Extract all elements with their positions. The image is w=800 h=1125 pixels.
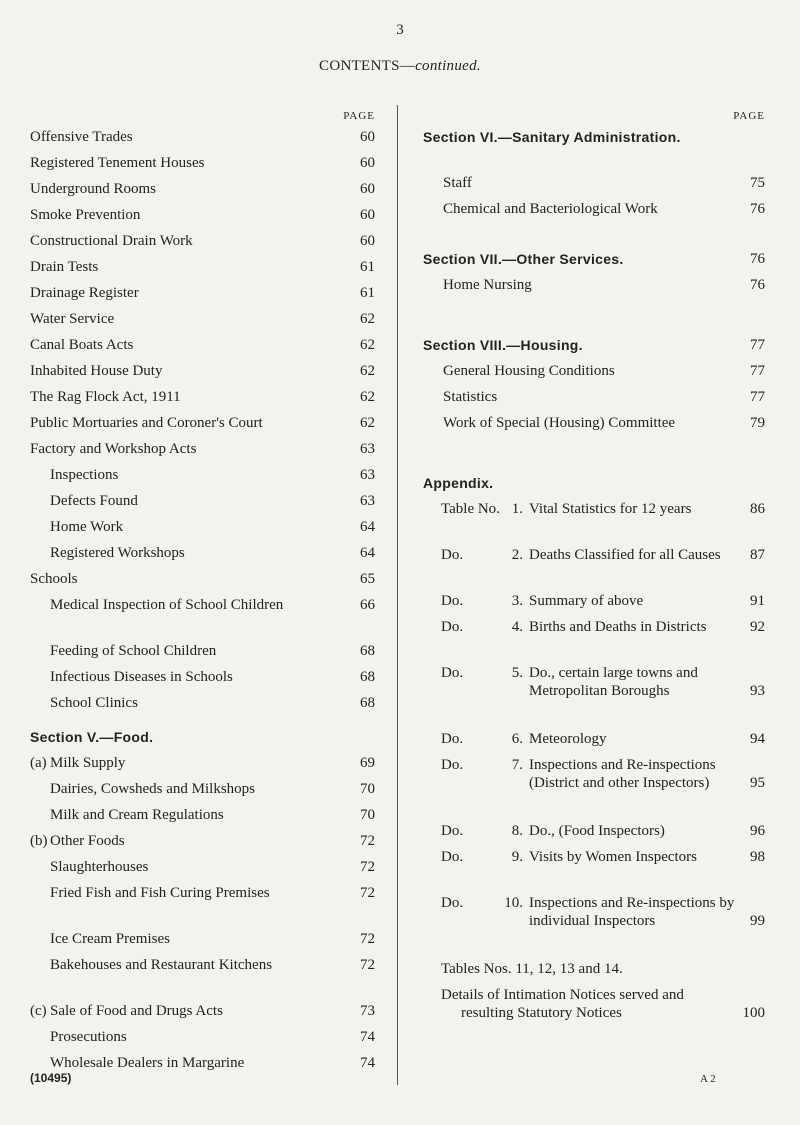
section-heading [30, 728, 375, 746]
contents-entry [30, 492, 375, 510]
contents-entry [30, 388, 375, 406]
entry-title: Bakehouses and Restaurant Kitchens [50, 957, 273, 973]
contents-entry [423, 200, 765, 218]
entry-title: Inhabited House Duty [30, 363, 163, 379]
entry-page: 91 [750, 593, 765, 609]
entry-page: 94 [750, 731, 765, 747]
appendix-table-ref: Do. [441, 665, 464, 681]
entry-title: Prosecutions [50, 1029, 127, 1045]
contents-entry [30, 668, 375, 686]
entry-page: 64 [360, 519, 375, 535]
page-number: 3 [396, 22, 404, 38]
appendix-table-title: Summary of above [529, 593, 644, 609]
contents-entry [30, 956, 375, 974]
entry-page: 70 [360, 781, 375, 797]
appendix-table-number: 10. [504, 895, 523, 911]
appendix-table-ref: Do. [441, 849, 464, 865]
contents-entry [30, 128, 375, 146]
appendix-table-number: 5. [511, 665, 523, 681]
entry-page: 72 [360, 931, 375, 947]
appendix-table-ref: Do. [441, 731, 464, 747]
right-column [423, 110, 765, 1021]
entry-page: 60 [360, 129, 375, 145]
appendix-table-entry [423, 894, 765, 930]
contents-entry [30, 310, 375, 328]
contents-entry [30, 754, 375, 772]
entry-page: 64 [360, 545, 375, 561]
left-column [30, 110, 375, 1071]
contents-title [0, 58, 800, 75]
entry-page: 68 [360, 695, 375, 711]
entry-page: 62 [360, 311, 375, 327]
section-heading [423, 336, 765, 354]
entry-title: Section V.—Food. [30, 729, 154, 745]
contents-title-main: CONTENTS [319, 58, 400, 74]
appendix-table-number: 1. [511, 501, 523, 517]
entry-page: 100 [742, 1005, 765, 1021]
contents-entry [423, 388, 765, 406]
print-reference: (10495) [30, 1071, 72, 1085]
entry-page: 93 [750, 683, 765, 699]
contents-entry [30, 362, 375, 380]
contents-entry [30, 596, 375, 614]
contents-entry [30, 694, 375, 712]
signature-mark: A 2 [700, 1073, 716, 1085]
entry-page: 74 [360, 1055, 375, 1071]
entry-page: 72 [360, 885, 375, 901]
entry-page: 77 [750, 363, 765, 379]
contents-entry [423, 276, 765, 294]
entry-page: 63 [360, 467, 375, 483]
entry-title: The Rag Flock Act, 1911 [30, 389, 181, 405]
entry-title: Wholesale Dealers in Margarine [50, 1055, 245, 1071]
entry-title: Milk and Cream Regulations [50, 807, 224, 823]
entry-title: Defects Found [50, 493, 138, 509]
contents-entry [30, 1054, 375, 1072]
contents-entry [30, 232, 375, 250]
entry-page: 68 [360, 669, 375, 685]
contents-entry [30, 154, 375, 172]
contents-entry [30, 930, 375, 948]
entry-title: Registered Workshops [50, 545, 185, 561]
appendix-table-title: Visits by Women Inspectors [529, 849, 698, 865]
contents-entry [30, 780, 375, 798]
contents-entry [30, 440, 375, 458]
entry-page: 95 [750, 775, 765, 791]
entry-page: 62 [360, 363, 375, 379]
section-heading [423, 128, 765, 146]
tables-line: Tables Nos. 11, 12, 13 and 14. [441, 961, 623, 977]
entry-page: 63 [360, 441, 375, 457]
entry-page: 75 [750, 175, 765, 191]
contents-entry [30, 1028, 375, 1046]
entry-title: Drain Tests [30, 259, 99, 275]
entry-title: Constructional Drain Work [30, 233, 193, 249]
contents-title-sep: — [399, 58, 416, 74]
contents-entry [30, 642, 375, 660]
column-divider [397, 105, 398, 1085]
entry-page: 76 [750, 251, 765, 267]
entry-page: 98 [750, 849, 765, 865]
entry-title: Section VII.—Other Services. [423, 251, 624, 267]
entry-label: (a) [30, 755, 47, 771]
appendix-table-entry [423, 592, 765, 610]
contents-entry [30, 544, 375, 562]
entry-page: 87 [750, 547, 765, 563]
contents-entry [30, 258, 375, 276]
appendix-table-title: Deaths Classified for all Causes [529, 547, 721, 563]
entry-page: 73 [360, 1003, 375, 1019]
entry-label: (c) [30, 1003, 47, 1019]
appendix-table-entry [423, 756, 765, 792]
entry-title: Factory and Workshop Acts [30, 441, 197, 457]
appendix-table-entry [423, 618, 765, 636]
entry-page: 61 [360, 259, 375, 275]
section-heading [423, 474, 765, 492]
appendix-table-entry [423, 500, 765, 518]
appendix-table-ref: Do. [441, 593, 464, 609]
section-heading [423, 250, 765, 268]
appendix-table-ref: Do. [441, 823, 464, 839]
entry-page: 96 [750, 823, 765, 839]
contents-entry [30, 180, 375, 198]
entry-title: Work of Special (Housing) Committee [443, 415, 676, 431]
entry-title: Home Nursing [443, 277, 532, 293]
appendix-table-number: 4. [511, 619, 523, 635]
details-title: Details of Intimation Notices served and resulting Statutory Notices [441, 987, 684, 1021]
entry-page: 60 [360, 181, 375, 197]
appendix-table-number: 9. [511, 849, 523, 865]
entry-page: 63 [360, 493, 375, 509]
appendix-table-number: 3. [511, 593, 523, 609]
contents-entry [30, 284, 375, 302]
entry-title: Public Mortuaries and Coroner's Court [30, 415, 263, 431]
entry-title: Water Service [30, 311, 115, 327]
entry-page: 74 [360, 1029, 375, 1045]
appendix-table-title: Meteorology [529, 731, 607, 747]
entry-title: Ice Cream Premises [50, 931, 170, 947]
entry-title: Inspections [50, 467, 119, 483]
entry-page: 70 [360, 807, 375, 823]
entry-title: Sale of Food and Drugs Acts [50, 1003, 223, 1019]
entry-title: Dairies, Cowsheds and Milkshops [50, 781, 255, 797]
entry-title: Staff [443, 175, 472, 191]
entry-title: Offensive Trades [30, 129, 133, 145]
entry-page: 72 [360, 833, 375, 849]
appendix-table-ref: Table No. [441, 501, 500, 517]
entry-page: 60 [360, 155, 375, 171]
entry-page: 99 [750, 913, 765, 929]
contents-entry [30, 206, 375, 224]
entry-page: 77 [750, 389, 765, 405]
entry-page: 62 [360, 389, 375, 405]
entry-label: (b) [30, 833, 48, 849]
appendix-table-title: Inspections and Re-inspections by individual Inspectors [529, 895, 735, 929]
entry-title: Section VIII.—Housing. [423, 337, 583, 353]
contents-entry [30, 884, 375, 902]
appendix-table-number: 6. [511, 731, 523, 747]
right-page-header: PAGE [733, 110, 765, 122]
entry-title: Registered Tenement Houses [30, 155, 205, 171]
appendix-table-number: 7. [511, 757, 523, 773]
contents-entry [423, 174, 765, 192]
entry-page: 72 [360, 957, 375, 973]
appendix-table-ref: Do. [441, 547, 464, 563]
entry-page: 65 [360, 571, 375, 587]
contents-entry [30, 570, 375, 588]
entry-title: Drainage Register [30, 285, 139, 301]
contents-entry [30, 414, 375, 432]
appendix-table-entry [423, 848, 765, 866]
entry-title: Canal Boats Acts [30, 337, 134, 353]
appendix-table-number: 8. [511, 823, 523, 839]
entry-title: Home Work [50, 519, 124, 535]
appendix-table-number: 2. [511, 547, 523, 563]
contents-entry [30, 806, 375, 824]
details-entry [423, 986, 765, 1022]
entry-title: Appendix. [423, 475, 494, 491]
entry-page: 76 [750, 201, 765, 217]
contents-entry [30, 466, 375, 484]
contents-entry [423, 362, 765, 380]
entry-page: 62 [360, 337, 375, 353]
entry-title: Chemical and Bacteriological Work [443, 201, 658, 217]
appendix-table-title: Do., (Food Inspectors) [529, 823, 665, 839]
entry-title: Underground Rooms [30, 181, 156, 197]
entry-page: 61 [360, 285, 375, 301]
entry-title: General Housing Conditions [443, 363, 615, 379]
entry-page: 72 [360, 859, 375, 875]
contents-entry [30, 858, 375, 876]
entry-page: 60 [360, 233, 375, 249]
appendix-table-entry [423, 822, 765, 840]
contents-title-continued: continued. [415, 58, 481, 74]
entry-page: 62 [360, 415, 375, 431]
entry-title: Milk Supply [50, 755, 126, 771]
contents-entry [30, 1002, 375, 1020]
entry-title: Fried Fish and Fish Curing Premises [50, 885, 270, 901]
appendix-table-entry [423, 664, 765, 700]
entry-page: 79 [750, 415, 765, 431]
entry-page: 69 [360, 755, 375, 771]
left-page-header: PAGE [343, 110, 375, 122]
entry-page: 66 [360, 597, 375, 613]
contents-entry [30, 336, 375, 354]
contents-entry [30, 518, 375, 536]
entry-title: School Clinics [50, 695, 138, 711]
entry-title: Infectious Diseases in Schools [50, 669, 233, 685]
appendix-table-ref: Do. [441, 619, 464, 635]
entry-title: Section VI.—Sanitary Administration. [423, 129, 681, 145]
appendix-table-entry [423, 730, 765, 748]
entry-page: 86 [750, 501, 765, 517]
entry-page: 68 [360, 643, 375, 659]
appendix-table-title: Do., certain large towns and Metropolitan Boroughs [529, 665, 698, 699]
contents-entry [30, 832, 375, 850]
entry-title: Statistics [443, 389, 498, 405]
appendix-table-title: Vital Statistics for 12 years [529, 501, 692, 517]
entry-page: 92 [750, 619, 765, 635]
appendix-table-title: Births and Deaths in Districts [529, 619, 707, 635]
entry-title: Feeding of School Children [50, 643, 217, 659]
entry-title: Slaughterhouses [50, 859, 149, 875]
entry-title: Smoke Prevention [30, 207, 141, 223]
entry-title: Other Foods [50, 833, 125, 849]
entry-page: 60 [360, 207, 375, 223]
appendix-table-title: Inspections and Re-inspections (District and other Inspectors) [529, 757, 716, 791]
appendix-table-ref: Do. [441, 895, 464, 911]
appendix-table-entry [423, 546, 765, 564]
entry-page: 77 [750, 337, 765, 353]
appendix-table-ref: Do. [441, 757, 464, 773]
entry-title: Schools [30, 571, 78, 587]
entry-page: 76 [750, 277, 765, 293]
contents-entry [423, 414, 765, 432]
entry-title: Medical Inspection of School Children [50, 597, 284, 613]
